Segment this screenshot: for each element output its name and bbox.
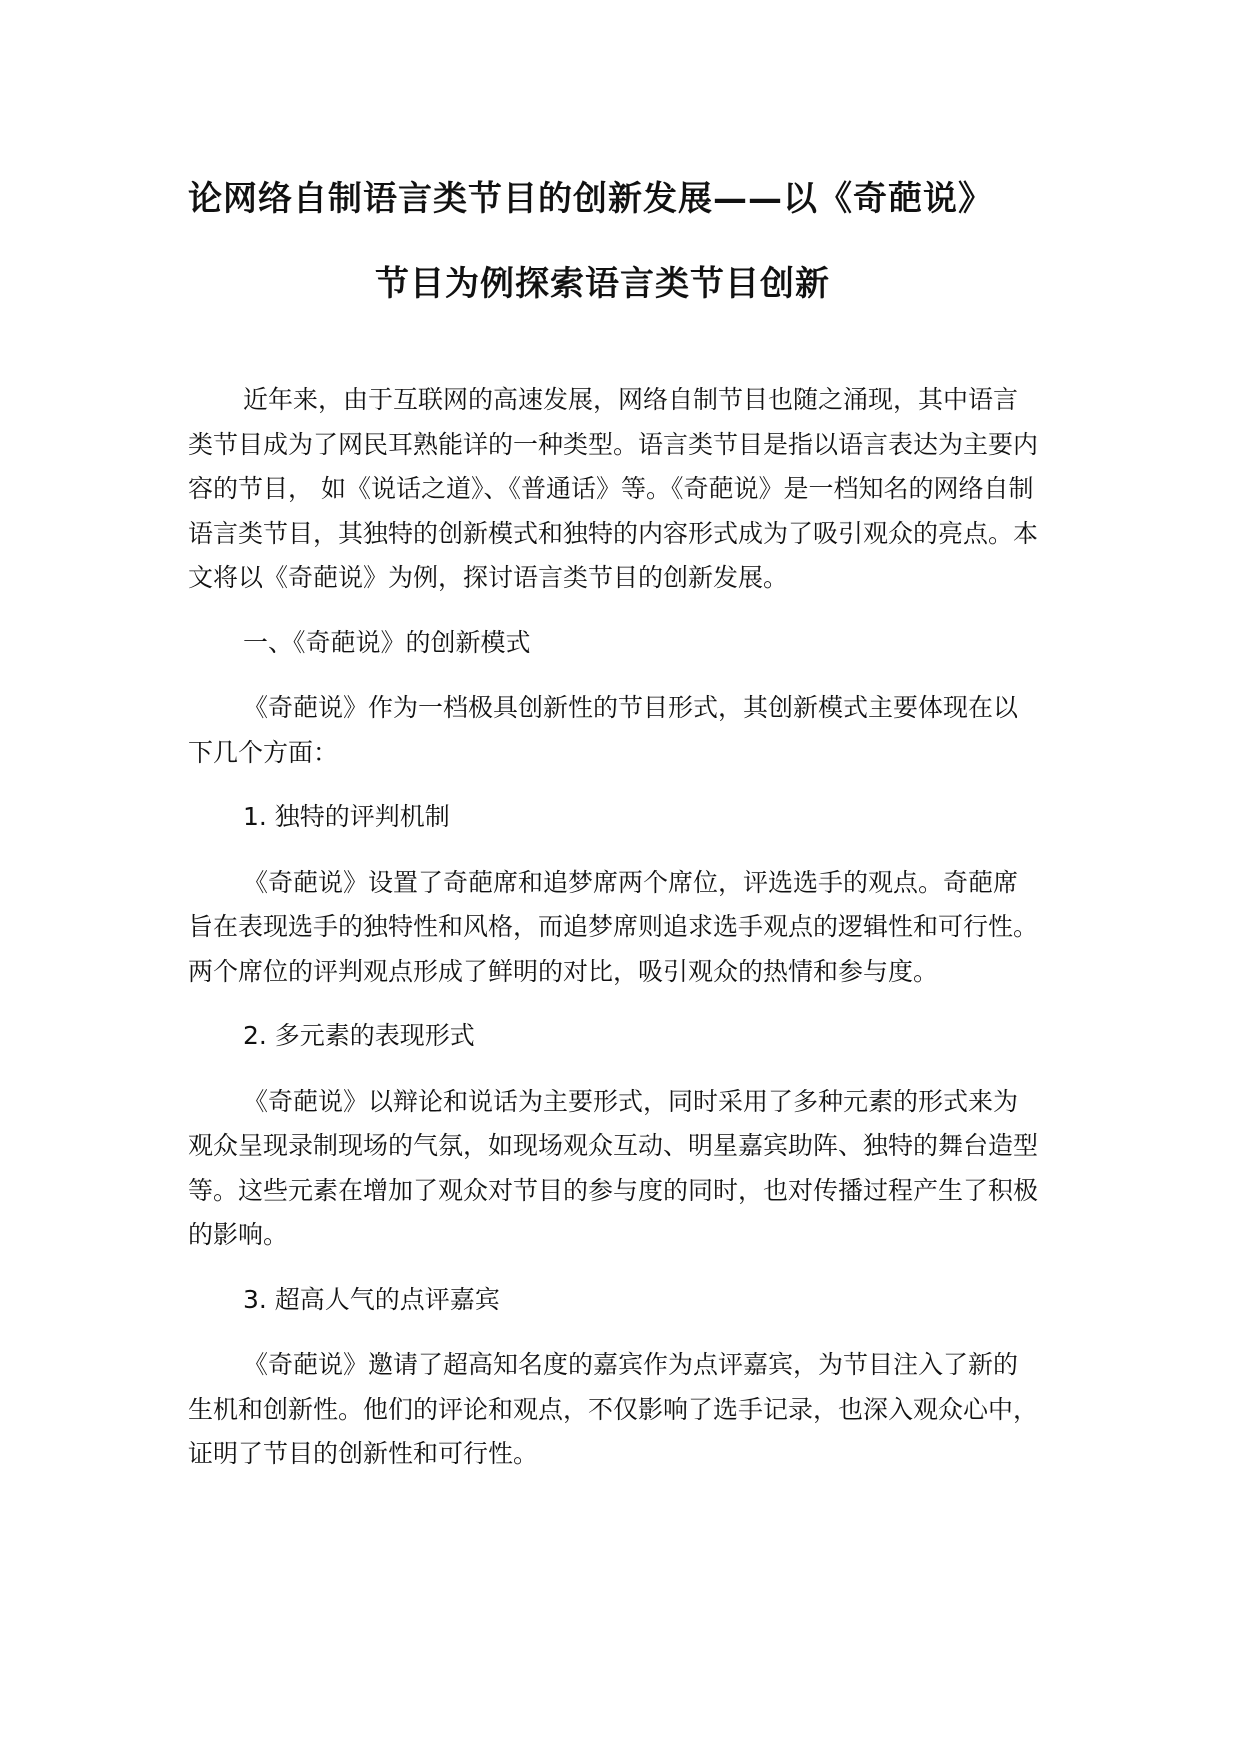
document-title-line-2: 节目为例探索语言类节目创新 xyxy=(375,264,830,304)
item-1-heading: 1. 独特的评判机制 xyxy=(243,802,450,831)
section-1-intro-paragraph: 《奇葩说》作为一档极具创新性的节目形式，其创新模式主要体现在以下几个方面： xyxy=(188,693,1019,767)
intro-paragraph: 近年来，由于互联网的高速发展，网络自制节目也随之涌现，其中语言类节目成为了网民耳熟能详的一种类型。语言类节目是指以语言表达为主要内容的节目， 如《说话之道》、《普通话》等。《奇葩说》是一档知名的网络自制语言类节目，其独特的创新模式和独特的内容形式成为了吸引观众的亮点。本文将以《奇葩说》为例，探讨语言类节目的创新发展。 xyxy=(188,385,1039,592)
document-body xyxy=(188,378,1038,1497)
item-1-paragraph: 《奇葩说》设置了奇葩席和追梦席两个席位，评选选手的观点。奇葩席旨在表现选手的独特性和风格，而追梦席则追求选手观点的逻辑性和可行性。两个席位的评判观点形成了鲜明的对比，吸引观众的热情和参与度。 xyxy=(188,867,1039,986)
item-3-paragraph: 《奇葩说》邀请了超高知名度的嘉宾作为点评嘉宾，为节目注入了新的生机和创新性。他们的评论和观点，不仅影响了选手记录，也深入观众心中，证明了节目的创新性和可行性。 xyxy=(188,1350,1039,1468)
section-1-heading: 一、《奇葩说》的创新模式 xyxy=(243,627,531,657)
item-2-paragraph: 《奇葩说》以辩论和说话为主要形式，同时采用了多种元素的形式来为观众呈现录制现场的气氛，如现场观众互动、明星嘉宾助阵、独特的舞台造型等。这些元素在增加了观众对节目的参与度的同时，也对传播过程产生了积极的影响。 xyxy=(188,1086,1039,1249)
item-3-heading: 3. 超高人气的点评嘉宾 xyxy=(243,1284,500,1314)
item-2-heading: 2. 多元素的表现形式 xyxy=(243,1021,475,1050)
document-title-line-1: 论网络自制语言类节目的创新发展——以《奇葩说》 xyxy=(188,179,993,219)
